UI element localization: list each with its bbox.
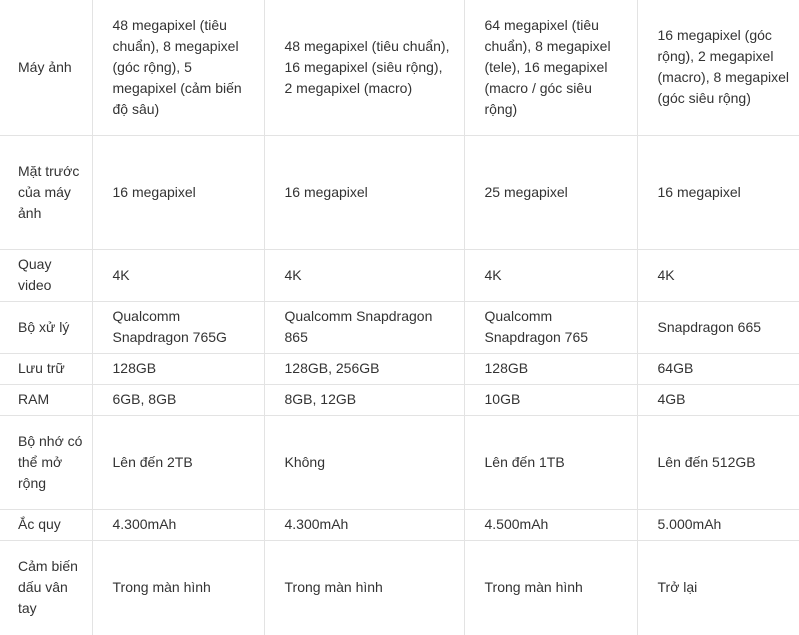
table-cell: 48 megapixel (tiêu chuẩn), 16 megapixel (siêu rộng), 2 megapixel (macro) (264, 0, 464, 135)
table-cell: Qualcomm Snapdragon 765 (464, 301, 637, 353)
row-label: Mặt trước của máy ảnh (0, 135, 92, 249)
table-cell: Lên đến 512GB (637, 415, 799, 509)
table-cell: 4GB (637, 384, 799, 415)
row-label: Quay video (0, 249, 92, 301)
table-cell: 8GB, 12GB (264, 384, 464, 415)
table-cell: 16 megapixel (264, 135, 464, 249)
row-label: Lưu trữ (0, 353, 92, 384)
table-row-storage (0, 353, 799, 384)
table-row-fingerprint (0, 540, 799, 635)
table-row-processor (0, 301, 799, 353)
table-cell: Trong màn hình (264, 540, 464, 635)
table-cell: 48 megapixel (tiêu chuẩn), 8 megapixel (góc rộng), 5 megapixel (cảm biến độ sâu) (92, 0, 264, 135)
table-cell: Lên đến 2TB (92, 415, 264, 509)
table-cell: 128GB (92, 353, 264, 384)
table-cell: 4K (637, 249, 799, 301)
table-row-camera (0, 0, 799, 135)
table-cell: Lên đến 1TB (464, 415, 637, 509)
table-cell: 128GB (464, 353, 637, 384)
table-row-front-camera (0, 135, 799, 249)
table-cell: 4.300mAh (92, 509, 264, 540)
table-cell: 16 megapixel (góc rộng), 2 megapixel (macro), 8 megapixel (góc siêu rộng) (637, 0, 799, 135)
row-label: RAM (0, 384, 92, 415)
table-cell: Qualcomm Snapdragon 765G (92, 301, 264, 353)
table-cell: 5.000mAh (637, 509, 799, 540)
table-cell: 10GB (464, 384, 637, 415)
table-cell: Qualcomm Snapdragon 865 (264, 301, 464, 353)
table-row-battery (0, 509, 799, 540)
table-cell: 16 megapixel (92, 135, 264, 249)
row-label: Bộ nhớ có thể mở rộng (0, 415, 92, 509)
table-cell: 25 megapixel (464, 135, 637, 249)
table-cell: 4K (92, 249, 264, 301)
table-cell: 16 megapixel (637, 135, 799, 249)
table-cell: 4K (264, 249, 464, 301)
table-cell: Snapdragon 665 (637, 301, 799, 353)
table-cell: Trong màn hình (464, 540, 637, 635)
table-cell: 128GB, 256GB (264, 353, 464, 384)
table-cell: 64GB (637, 353, 799, 384)
table-cell: 4K (464, 249, 637, 301)
table-cell: 6GB, 8GB (92, 384, 264, 415)
table-cell: 64 megapixel (tiêu chuẩn), 8 megapixel (tele), 16 megapixel (macro / góc siêu rộng) (464, 0, 637, 135)
table-cell: 4.500mAh (464, 509, 637, 540)
row-label: Máy ảnh (0, 0, 92, 135)
table-cell: Trở lại (637, 540, 799, 635)
table-row-expandable-memory (0, 415, 799, 509)
table-cell: 4.300mAh (264, 509, 464, 540)
table-cell: Trong màn hình (92, 540, 264, 635)
table-cell: Không (264, 415, 464, 509)
row-label: Cảm biến dấu vân tay (0, 540, 92, 635)
row-label: Ắc quy (0, 509, 92, 540)
row-label: Bộ xử lý (0, 301, 92, 353)
table-row-ram (0, 384, 799, 415)
table-row-video (0, 249, 799, 301)
